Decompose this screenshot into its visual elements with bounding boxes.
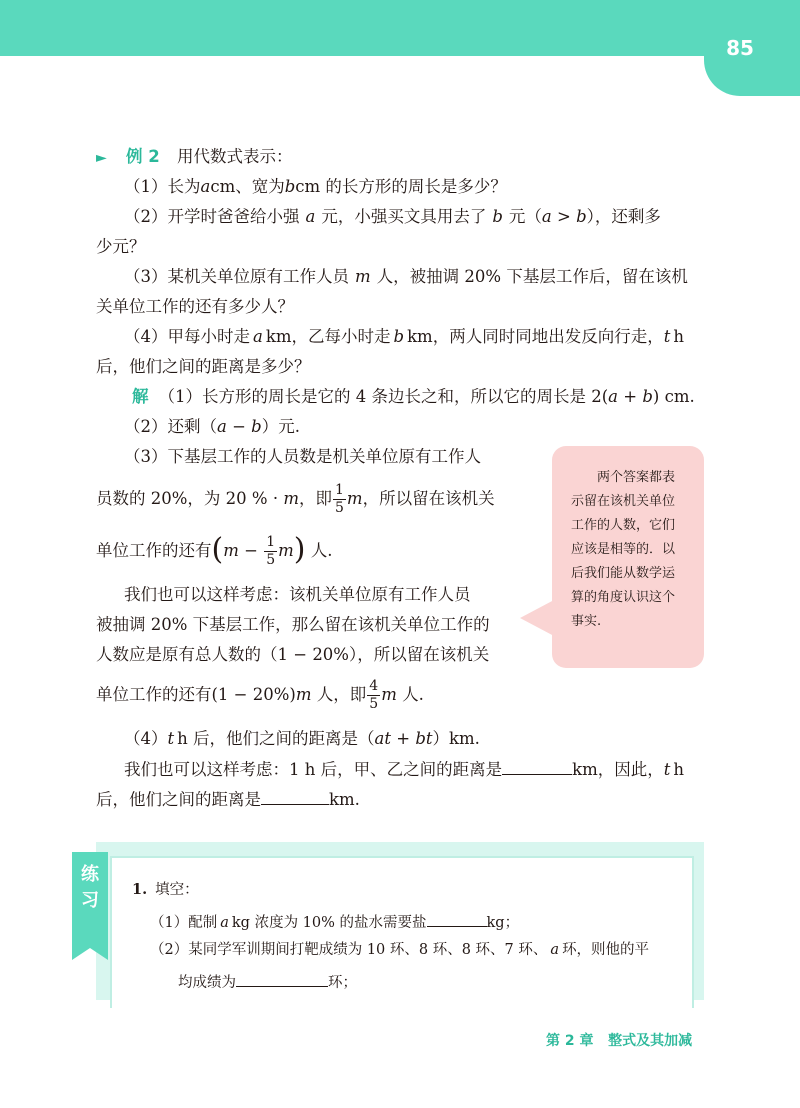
exercise-part-2-cont: 均成绩为 环； [178,970,357,993]
alt-2: 被抽调 20% 下基层工作，那么留在该机关单位工作的 [96,615,490,634]
exercise-part-1: （1）配制 a kg 浓度为 10% 的盐水需要盐 kg； [150,910,519,933]
solution-3: （3）下基层工作的人员数是机关单位原有工作人 [124,447,481,466]
question-4: （4）甲每小时走 a km，乙每小时走 b km，两人同时同地出发反向行走，t h [124,327,684,346]
alt-4: 单位工作的还有(1 − 20%)m 人，即 $\frac{4}{5}$ m 人. [96,678,424,712]
alt-5: 我们也可以这样考虑：1 h 后，甲、乙之间的距离是 km，因此，t h [124,760,685,779]
question-3-cont: 关单位工作的还有多少人？ [96,297,294,316]
fraction-one-fifth: $\frac{1}{5}$ [334,482,344,516]
answer-blank[interactable] [427,910,487,927]
header-band [0,0,800,56]
page-number: 85 [726,36,754,60]
answer-blank[interactable] [502,758,572,775]
example-prompt: 用代数式表示： [177,147,293,166]
question-2-cont: 少元？ [96,237,146,256]
fraction-four-fifths: $\frac{4}{5}$ [369,678,379,712]
exercise-item-1: 1. 填空： [132,881,199,898]
question-2: （2）开学时爸爸给小强 a 元，小强买文具用去了 b 元（a > b），还剩多 [124,207,661,226]
note-callout-text: 两个答案都表 示留在该机关单位 工作的人数，它们 应该是相等的．以 后我们能从数学运 算的角度认识这个 事实. [571,470,676,629]
solution-1: 解 （1）长方形的周长是它的 4 条边长之和，所以它的周长是 2(a + b) cm. [132,387,695,406]
question-1: （1）长为acm、宽为bcm 的长方形的周长是多少？ [124,177,507,196]
alt-3: 人数应是原有总人数的（1 − 20%），所以留在该机关 [96,645,490,664]
answer-blank[interactable] [261,788,329,805]
fraction-one-fifth: $\frac{1}{5}$ [266,534,276,568]
alt-6: 后，他们之间的距离是 km. [96,790,360,809]
answer-blank[interactable] [236,970,328,987]
example-label: 例 2 [126,147,160,166]
solution-4: （4）t h 后，他们之间的距离是（at + bt）km. [124,729,480,748]
example-heading [96,146,293,169]
solution-2: （2）还剩（a − b）元. [124,417,300,436]
triangle-marker-icon: ► [96,150,107,166]
alt-1: 我们也可以这样考虑：该机关单位原有工作人员 [124,585,471,604]
exercise-part-2: （2）某同学军训期间打靶成绩为 10 环、8 环、8 环、7 环、 a 环，则他的平 [150,942,650,958]
solution-label: 解 [132,387,149,406]
solution-3-line-3: 单位工作的还有(m − $\frac{1}{5}$ m) 人. [96,531,333,568]
exercise-ribbon-tail [72,948,108,960]
chapter-footer: 第 2 章 整式及其加减 [546,1033,693,1049]
solution-3-line-2: 员数的 20%，为 20 % · m，即 $\frac{1}{5}$ m，所以留在该机关 [96,482,495,516]
question-3: （3）某机关单位原有工作人员 m 人，被抽调 20% 下基层工作后，留在该机 [124,267,688,286]
exercise-label: 练 习 [81,864,99,911]
note-callout-pointer [520,600,554,636]
question-4-cont: 后，他们之间的距离是多少？ [96,357,311,376]
